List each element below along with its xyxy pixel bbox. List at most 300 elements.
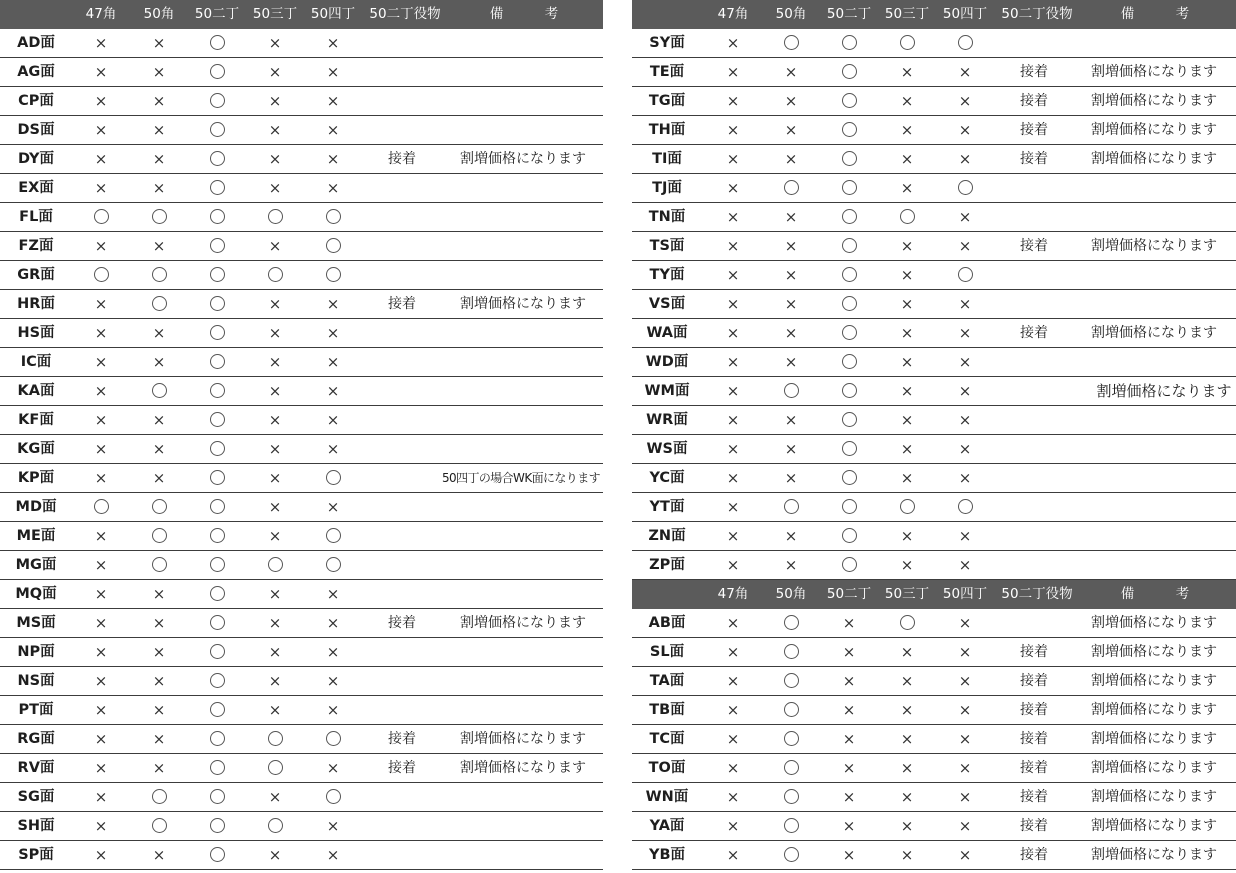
yakumono-value <box>999 377 1069 405</box>
available-circle-mark <box>824 58 874 86</box>
unavailable-cross-mark: × <box>900 701 914 719</box>
unavailable-cross-mark: × <box>152 701 166 719</box>
remarks-note <box>438 551 608 579</box>
unavailable-cross-mark: × <box>94 324 108 342</box>
unavailable-cross-mark: × <box>94 411 108 429</box>
unavailable-cross-mark: × <box>900 556 914 574</box>
available-circle-mark <box>192 609 242 637</box>
available-circle-mark <box>766 29 816 57</box>
unavailable-cross-mark: × <box>900 469 914 487</box>
surface-name: TA面 <box>649 673 685 689</box>
unavailable-cross-mark: × <box>842 672 856 690</box>
yakumono-value <box>999 493 1069 521</box>
circle-icon <box>784 180 799 195</box>
circle-icon <box>210 35 225 50</box>
available-circle-mark <box>766 493 816 521</box>
circle-icon <box>268 760 283 775</box>
surface-name: KA面 <box>17 383 55 399</box>
yakumono-value <box>999 435 1069 463</box>
unavailable-cross-mark: × <box>958 672 972 690</box>
yakumono-value <box>367 435 437 463</box>
unavailable-cross-mark: × <box>326 150 340 168</box>
circle-icon <box>900 209 915 224</box>
table-row <box>0 464 603 493</box>
circle-icon <box>152 528 167 543</box>
available-circle-mark <box>824 319 874 347</box>
remarks-note <box>1069 551 1236 579</box>
remarks-note: 割増価格になります <box>1091 151 1217 167</box>
circle-icon <box>842 267 857 282</box>
table-row <box>0 87 603 116</box>
available-circle-mark <box>766 638 816 666</box>
surface-name: AG面 <box>17 64 55 80</box>
unavailable-cross-mark: × <box>842 643 856 661</box>
circle-icon <box>210 93 225 108</box>
surface-name: SY面 <box>649 35 685 51</box>
circle-icon <box>210 151 225 166</box>
circle-icon <box>326 209 341 224</box>
remarks-note: 50四丁の場合WK面になります <box>441 471 600 485</box>
available-circle-mark <box>766 812 816 840</box>
table-row <box>632 261 1236 290</box>
unavailable-cross-mark: × <box>726 92 740 110</box>
available-circle-mark <box>308 203 358 231</box>
right-panel <box>632 0 1236 870</box>
yakumono-value: 接着 <box>1020 673 1048 689</box>
available-circle-mark <box>192 754 242 782</box>
unavailable-cross-mark: × <box>94 701 108 719</box>
table-row <box>0 551 603 580</box>
available-circle-mark <box>940 493 990 521</box>
yakumono-value <box>999 464 1069 492</box>
remarks-note <box>1069 203 1236 231</box>
remarks-note <box>438 783 608 811</box>
header-remarks: 備 考 <box>1120 6 1204 22</box>
yakumono-value: 接着 <box>1020 93 1048 109</box>
surface-name: KF面 <box>18 412 54 428</box>
available-circle-mark <box>250 812 300 840</box>
surface-name: SG面 <box>17 789 55 805</box>
surface-name: MD面 <box>15 499 57 515</box>
available-circle-mark <box>192 87 242 115</box>
unavailable-cross-mark: × <box>94 585 108 603</box>
unavailable-cross-mark: × <box>900 121 914 139</box>
unavailable-cross-mark: × <box>900 353 914 371</box>
circle-icon <box>784 818 799 833</box>
remarks-note <box>438 493 608 521</box>
unavailable-cross-mark: × <box>94 469 108 487</box>
table-row <box>0 58 603 87</box>
unavailable-cross-mark: × <box>94 150 108 168</box>
remarks-note: 割増価格になります <box>1091 731 1217 747</box>
unavailable-cross-mark: × <box>268 585 282 603</box>
right-table-body-2 <box>632 609 1236 870</box>
unavailable-cross-mark: × <box>326 440 340 458</box>
available-circle-mark <box>308 232 358 260</box>
table-row <box>0 580 603 609</box>
unavailable-cross-mark: × <box>784 121 798 139</box>
unavailable-cross-mark: × <box>900 672 914 690</box>
circle-icon <box>268 267 283 282</box>
circle-icon <box>268 209 283 224</box>
circle-icon <box>842 470 857 485</box>
unavailable-cross-mark: × <box>784 411 798 429</box>
unavailable-cross-mark: × <box>326 34 340 52</box>
yakumono-value: 接着 <box>388 760 416 776</box>
unavailable-cross-mark: × <box>326 817 340 835</box>
available-circle-mark <box>134 522 184 550</box>
circle-icon <box>842 238 857 253</box>
unavailable-cross-mark: × <box>94 556 108 574</box>
yakumono-value <box>999 29 1069 57</box>
circle-icon <box>326 789 341 804</box>
unavailable-cross-mark: × <box>94 237 108 255</box>
yakumono-value <box>999 551 1069 579</box>
unavailable-cross-mark: × <box>958 759 972 777</box>
yakumono-value: 接着 <box>1020 847 1048 863</box>
surface-name: DY面 <box>18 151 54 167</box>
unavailable-cross-mark: × <box>784 440 798 458</box>
available-circle-mark <box>76 203 126 231</box>
unavailable-cross-mark: × <box>94 382 108 400</box>
surface-name: WM面 <box>644 383 690 399</box>
available-circle-mark <box>192 812 242 840</box>
available-circle-mark <box>134 377 184 405</box>
available-circle-mark <box>250 261 300 289</box>
remarks-note <box>438 232 608 260</box>
circle-icon <box>900 35 915 50</box>
unavailable-cross-mark: × <box>152 730 166 748</box>
table-row <box>632 116 1236 145</box>
available-circle-mark <box>192 261 242 289</box>
available-circle-mark <box>192 638 242 666</box>
remarks-note <box>1069 464 1236 492</box>
table-row <box>0 319 603 348</box>
available-circle-mark <box>824 29 874 57</box>
available-circle-mark <box>824 232 874 260</box>
available-circle-mark <box>192 319 242 347</box>
unavailable-cross-mark: × <box>726 556 740 574</box>
unavailable-cross-mark: × <box>726 121 740 139</box>
available-circle-mark <box>882 203 932 231</box>
unavailable-cross-mark: × <box>152 846 166 864</box>
unavailable-cross-mark: × <box>94 643 108 661</box>
unavailable-cross-mark: × <box>784 556 798 574</box>
yakumono-value <box>367 667 437 695</box>
table-row <box>0 145 603 174</box>
circle-icon <box>210 267 225 282</box>
circle-icon <box>210 64 225 79</box>
unavailable-cross-mark: × <box>900 527 914 545</box>
surface-name: DS面 <box>17 122 55 138</box>
remarks-note <box>438 667 608 695</box>
table-row <box>0 435 603 464</box>
unavailable-cross-mark: × <box>726 527 740 545</box>
yakumono-value <box>999 348 1069 376</box>
yakumono-value <box>367 348 437 376</box>
unavailable-cross-mark: × <box>726 672 740 690</box>
unavailable-cross-mark: × <box>152 237 166 255</box>
available-circle-mark <box>882 609 932 637</box>
available-circle-mark <box>192 290 242 318</box>
circle-icon <box>900 499 915 514</box>
circle-icon <box>210 644 225 659</box>
remarks-note: 割増価格になります <box>460 615 586 631</box>
circle-icon <box>842 122 857 137</box>
remarks-note <box>1069 29 1236 57</box>
unavailable-cross-mark: × <box>268 150 282 168</box>
surface-name: HS面 <box>17 325 55 341</box>
unavailable-cross-mark: × <box>900 237 914 255</box>
circle-icon <box>326 528 341 543</box>
unavailable-cross-mark: × <box>958 295 972 313</box>
unavailable-cross-mark: × <box>326 759 340 777</box>
yakumono-value <box>367 493 437 521</box>
unavailable-cross-mark: × <box>958 469 972 487</box>
circle-icon <box>842 354 857 369</box>
yakumono-value <box>367 116 437 144</box>
surface-name: YB面 <box>648 847 686 863</box>
circle-icon <box>210 847 225 862</box>
unavailable-cross-mark: × <box>784 295 798 313</box>
table-row <box>632 696 1236 725</box>
available-circle-mark <box>766 783 816 811</box>
yakumono-value <box>999 522 1069 550</box>
yakumono-value: 接着 <box>1020 151 1048 167</box>
unavailable-cross-mark: × <box>326 701 340 719</box>
yakumono-value <box>367 812 437 840</box>
unavailable-cross-mark: × <box>152 150 166 168</box>
remarks-note <box>438 696 608 724</box>
surface-name: SL面 <box>649 644 685 660</box>
unavailable-cross-mark: × <box>268 63 282 81</box>
available-circle-mark <box>824 174 874 202</box>
available-circle-mark <box>134 551 184 579</box>
yakumono-value <box>367 87 437 115</box>
available-circle-mark <box>766 609 816 637</box>
circle-icon <box>958 35 973 50</box>
remarks-note: 割増価格になります <box>1091 615 1217 631</box>
circle-icon <box>784 499 799 514</box>
surface-name: CP面 <box>18 93 54 109</box>
unavailable-cross-mark: × <box>326 92 340 110</box>
unavailable-cross-mark: × <box>784 527 798 545</box>
yakumono-value <box>367 551 437 579</box>
unavailable-cross-mark: × <box>726 266 740 284</box>
available-circle-mark <box>192 551 242 579</box>
unavailable-cross-mark: × <box>94 295 108 313</box>
unavailable-cross-mark: × <box>726 498 740 516</box>
circle-icon <box>784 673 799 688</box>
yakumono-value: 接着 <box>388 296 416 312</box>
surface-name: KG面 <box>17 441 55 457</box>
unavailable-cross-mark: × <box>842 846 856 864</box>
circle-icon <box>842 325 857 340</box>
unavailable-cross-mark: × <box>326 121 340 139</box>
available-circle-mark <box>250 754 300 782</box>
available-circle-mark <box>192 493 242 521</box>
available-circle-mark <box>824 145 874 173</box>
header-50nicho-yakumono: 50二丁役物 <box>1001 6 1073 22</box>
surface-name: KP面 <box>17 470 55 486</box>
surface-name: ZP面 <box>649 557 685 573</box>
circle-icon <box>152 499 167 514</box>
unavailable-cross-mark: × <box>94 672 108 690</box>
table-row <box>0 812 603 841</box>
unavailable-cross-mark: × <box>268 295 282 313</box>
available-circle-mark <box>134 203 184 231</box>
yakumono-value <box>999 203 1069 231</box>
surface-name: TH面 <box>648 122 686 138</box>
unavailable-cross-mark: × <box>152 585 166 603</box>
available-circle-mark <box>308 522 358 550</box>
circle-icon <box>784 789 799 804</box>
unavailable-cross-mark: × <box>726 846 740 864</box>
unavailable-cross-mark: × <box>94 846 108 864</box>
table-row <box>0 203 603 232</box>
available-circle-mark <box>192 522 242 550</box>
yakumono-value: 接着 <box>388 731 416 747</box>
header-50nicho: 50二丁 <box>194 6 240 22</box>
available-circle-mark <box>192 783 242 811</box>
header-50kaku: 50角 <box>775 586 807 602</box>
available-circle-mark <box>882 29 932 57</box>
unavailable-cross-mark: × <box>900 643 914 661</box>
unavailable-cross-mark: × <box>900 411 914 429</box>
yakumono-value <box>999 290 1069 318</box>
remarks-note: 割増価格になります <box>1091 122 1217 138</box>
header-50nicho-yakumono: 50二丁役物 <box>369 6 441 22</box>
unavailable-cross-mark: × <box>152 179 166 197</box>
unavailable-cross-mark: × <box>268 498 282 516</box>
unavailable-cross-mark: × <box>268 179 282 197</box>
unavailable-cross-mark: × <box>326 643 340 661</box>
surface-name: TC面 <box>649 731 685 747</box>
table-row <box>0 638 603 667</box>
available-circle-mark <box>134 783 184 811</box>
remarks-note <box>1069 261 1236 289</box>
yakumono-value <box>367 783 437 811</box>
surface-name: TI面 <box>652 151 682 167</box>
remarks-note <box>438 87 608 115</box>
available-circle-mark <box>192 232 242 260</box>
unavailable-cross-mark: × <box>268 643 282 661</box>
unavailable-cross-mark: × <box>94 759 108 777</box>
table-row <box>632 58 1236 87</box>
available-circle-mark <box>192 725 242 753</box>
remarks-note <box>438 580 608 608</box>
remarks-note: 割増価格になります <box>1091 644 1217 660</box>
yakumono-value <box>367 261 437 289</box>
circle-icon <box>842 499 857 514</box>
surface-name: RV面 <box>17 760 55 776</box>
available-circle-mark <box>192 406 242 434</box>
unavailable-cross-mark: × <box>958 208 972 226</box>
header-row <box>0 0 603 29</box>
remarks-note: 割増価格になります <box>1091 818 1217 834</box>
available-circle-mark <box>940 29 990 57</box>
unavailable-cross-mark: × <box>152 121 166 139</box>
available-circle-mark <box>192 203 242 231</box>
surface-name: MG面 <box>15 557 57 573</box>
unavailable-cross-mark: × <box>958 63 972 81</box>
table-row <box>632 319 1236 348</box>
available-circle-mark <box>824 464 874 492</box>
unavailable-cross-mark: × <box>152 614 166 632</box>
surface-name: MS面 <box>16 615 56 631</box>
unavailable-cross-mark: × <box>726 817 740 835</box>
unavailable-cross-mark: × <box>268 92 282 110</box>
circle-icon <box>842 180 857 195</box>
table-row <box>632 725 1236 754</box>
table-row <box>0 696 603 725</box>
remarks-note <box>1069 174 1236 202</box>
unavailable-cross-mark: × <box>152 92 166 110</box>
yakumono-value <box>367 319 437 347</box>
yakumono-value: 接着 <box>388 151 416 167</box>
table-row <box>0 406 603 435</box>
unavailable-cross-mark: × <box>726 614 740 632</box>
surface-name: TY面 <box>649 267 685 283</box>
available-circle-mark <box>192 29 242 57</box>
remarks-note <box>438 116 608 144</box>
unavailable-cross-mark: × <box>784 469 798 487</box>
unavailable-cross-mark: × <box>900 788 914 806</box>
unavailable-cross-mark: × <box>94 353 108 371</box>
unavailable-cross-mark: × <box>152 411 166 429</box>
yakumono-value <box>367 406 437 434</box>
unavailable-cross-mark: × <box>900 730 914 748</box>
remarks-note <box>438 841 608 869</box>
header-row-2 <box>632 580 1236 609</box>
unavailable-cross-mark: × <box>842 817 856 835</box>
unavailable-cross-mark: × <box>726 469 740 487</box>
circle-icon <box>152 209 167 224</box>
circle-icon <box>152 267 167 282</box>
header-50nicho: 50二丁 <box>826 586 872 602</box>
circle-icon <box>842 296 857 311</box>
remarks-note: 割増価格になります <box>460 151 586 167</box>
available-circle-mark <box>940 261 990 289</box>
table-row <box>632 667 1236 696</box>
unavailable-cross-mark: × <box>726 237 740 255</box>
available-circle-mark <box>766 667 816 695</box>
remarks-note: 割増価格になります <box>1096 382 1232 400</box>
circle-icon <box>900 615 915 630</box>
unavailable-cross-mark: × <box>784 324 798 342</box>
table-row <box>632 435 1236 464</box>
surface-name: GR面 <box>17 267 55 283</box>
available-circle-mark <box>308 464 358 492</box>
table-row <box>0 841 603 870</box>
yakumono-value: 接着 <box>1020 644 1048 660</box>
table-row <box>632 464 1236 493</box>
header-47kaku: 47角 <box>85 6 117 22</box>
surface-name: IC面 <box>20 354 52 370</box>
table-row <box>0 261 603 290</box>
yakumono-value: 接着 <box>1020 789 1048 805</box>
table-row <box>632 290 1236 319</box>
table-row <box>632 377 1236 406</box>
right-table-body-1 <box>632 29 1236 580</box>
table-row <box>632 783 1236 812</box>
available-circle-mark <box>134 261 184 289</box>
unavailable-cross-mark: × <box>900 179 914 197</box>
available-circle-mark <box>250 725 300 753</box>
surface-name: TS面 <box>649 238 685 254</box>
yakumono-value <box>999 261 1069 289</box>
unavailable-cross-mark: × <box>152 63 166 81</box>
